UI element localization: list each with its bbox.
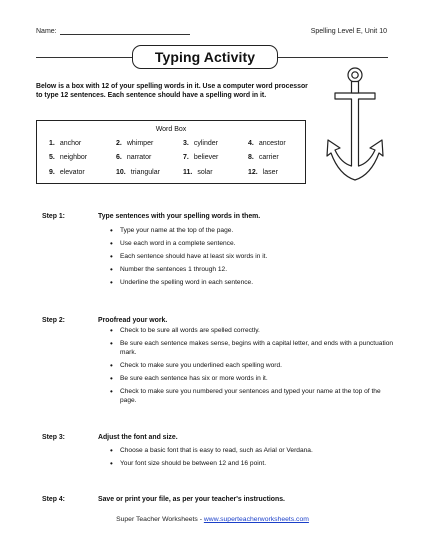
- step-2-bullet: • Check to make sure you numbered your sentences and typed your name at the top of the page.: [110, 388, 395, 405]
- name-line: [60, 28, 190, 35]
- step-2-bullet: • Be sure each sentence makes sense, begins with a capital letter, and ends with a punctuation mark.: [110, 340, 395, 357]
- step-1-bullet: • Number the sentences 1 through 12.: [110, 266, 395, 275]
- step-1-heading: Type sentences with your spelling words in them.: [98, 213, 261, 220]
- title-rule-right: [278, 57, 388, 58]
- step-2-bullet: • Check to be sure all words are spelled correctly.: [110, 327, 395, 336]
- step-4-heading: Save or print your file, as per your teacher's instructions.: [98, 496, 285, 503]
- word-box: [36, 120, 306, 184]
- word-item: 10. triangular: [116, 169, 160, 176]
- step-2-bullet: • Check to make sure you underlined each spelling word.: [110, 362, 395, 371]
- word-item: 3. cylinder: [183, 140, 218, 147]
- title-rule-left: [36, 57, 132, 58]
- step-1-bullet: • Underline the spelling word in each sentence.: [110, 279, 395, 288]
- page-title-text: Typing Activity: [154, 49, 256, 65]
- level-label: Spelling Level E, Unit 10: [310, 28, 387, 35]
- word-item: 9. elevator: [49, 169, 85, 176]
- step-3-label: Step 3:: [42, 434, 65, 441]
- step-2-bullet: • Be sure each sentence has six or more words in it.: [110, 375, 395, 384]
- word-item: 11. solar: [183, 169, 213, 176]
- step-1-bullet: • Use each word in a complete sentence.: [110, 240, 395, 249]
- word-item: 12. laser: [248, 169, 278, 176]
- step-3-bullet: • Choose a basic font that is easy to read, such as Arial or Verdana.: [110, 447, 395, 456]
- footer: [0, 516, 425, 523]
- page-title: [132, 45, 278, 69]
- step-1-bullet: • Each sentence should have at least six words in it.: [110, 253, 395, 262]
- word-item: 2. whimper: [116, 140, 154, 147]
- step-1-label: Step 1:: [42, 213, 65, 220]
- word-item: 5. neighbor: [49, 154, 88, 161]
- step-2-label: Step 2:: [42, 317, 65, 324]
- intro-text: Below is a box with 12 of your spelling words in it. Use a computer word processor to type 12 sentences. Each sentence should have a spelling word in it.: [36, 83, 308, 100]
- anchor-icon: [322, 66, 388, 196]
- footer-link[interactable]: www.superteacherworksheets.com: [203, 516, 309, 523]
- step-4-label: Step 4:: [42, 496, 65, 503]
- step-2-heading: Proofread your work.: [98, 317, 168, 324]
- step-3-bullet: • Your font size should be between 12 and 16 point.: [110, 460, 395, 469]
- step-1-bullet: • Type your name at the top of the page.: [110, 227, 395, 236]
- name-field: [36, 28, 190, 35]
- step-3-heading: Adjust the font and size.: [98, 434, 178, 441]
- word-box-title: Word Box: [155, 126, 187, 133]
- footer-text: Super Teacher Worksheets -: [116, 516, 204, 523]
- word-item: 6. narrator: [116, 154, 152, 161]
- name-label: Name:: [36, 28, 57, 35]
- word-item: 1. anchor: [49, 140, 82, 147]
- word-item: 7. believer: [183, 154, 219, 161]
- word-item: 8. carrier: [248, 154, 279, 161]
- word-item: 4. ancestor: [248, 140, 286, 147]
